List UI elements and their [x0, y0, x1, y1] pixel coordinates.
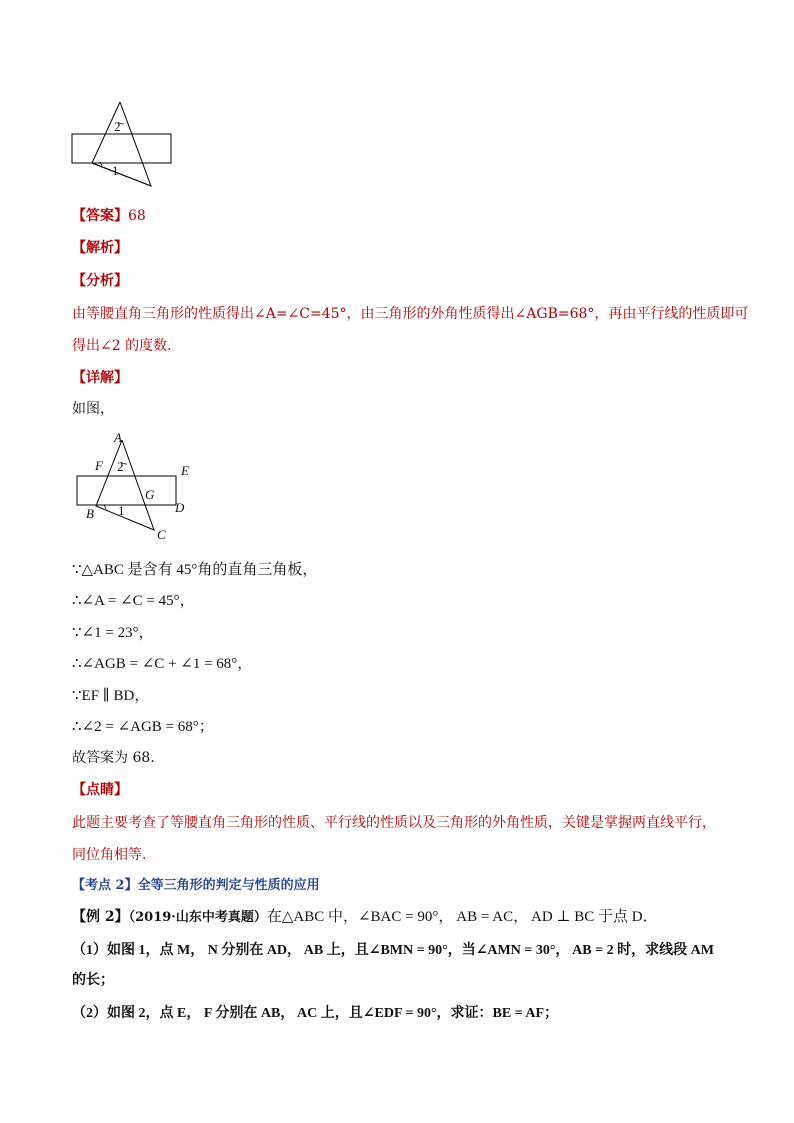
figure-2-label-F: F [95, 458, 103, 473]
fenxi-line-1: 由等腰直角三角形的性质得出∠A=∠C=45°，由三角形的外角性质得出∠AGB=68°，再由平行线的性质即可 [72, 306, 749, 322]
detail-step-1: ∵△ABC 是含有 45°角的直角三角板， [72, 562, 318, 578]
detail-step-4: ∴∠AGB = ∠C + ∠1 = 68°， [72, 656, 253, 672]
detail-step-5: ∵EF ∥ BD， [72, 688, 150, 704]
figure-2-label-A: A [114, 430, 122, 445]
figure-2-label-D: D [175, 500, 185, 515]
figure-2-label-B: B [86, 506, 94, 521]
figure-1-rectangle [72, 134, 171, 163]
example-stem-line [72, 907, 658, 928]
comment-line-1: 此题主要考查了等腰直角三角形的性质、平行线的性质以及三角形的外角性质，关键是掌握两直线平行， [72, 815, 716, 831]
kaodian-heading [72, 876, 320, 896]
detail-tag: 【详解】 [72, 370, 128, 386]
figure-2-label-1: 1 [118, 503, 125, 518]
detail-step-3: ∵∠1 = 23°， [72, 625, 154, 641]
detail-intro: 如图， [72, 401, 114, 417]
figure-2-label-G: G [145, 487, 155, 502]
detail-step-6: ∴∠2 = ∠AGB = 68°； [72, 719, 214, 735]
figure-2-label-E: E [181, 463, 189, 478]
answer-line [72, 206, 146, 226]
figure-2-label-2: 2 [117, 459, 124, 474]
example-q1-line-1: （1）如图 1，点 M， N 分别在 AD， AB 上，且∠BMN = 90°，当∠AMN = 30°， AB = 2 时，求线段 AM [72, 943, 714, 958]
figure-2-rectangle [77, 476, 176, 505]
example-q2: （2）如图 2，点 E， F 分别在 AB， AC 上，且∠EDF = 90°，求证：BE = AF； [72, 1006, 559, 1021]
figure-1-triangle [92, 102, 151, 186]
example-source: （2019·山东中考真题） [128, 910, 267, 925]
figure-1-label-2: 2 [114, 119, 121, 134]
figure-2-diagram [74, 432, 214, 542]
example-tag: 【例 2】 [72, 909, 129, 925]
answer-value: 68 [128, 208, 146, 224]
figure-2-triangle [96, 440, 154, 530]
detail-conclusion: 故答案为 68. [72, 750, 155, 766]
kaodian-title: 全等三角形的判定与性质的应用 [137, 878, 320, 893]
comment-tag: 【点睛】 [72, 782, 128, 798]
figure-1-diagram [68, 100, 188, 195]
fenxi-line-2: 得出∠2 的度数. [72, 338, 172, 354]
example-q1-line-2: 的长； [72, 972, 114, 988]
comment-line-2: 同位角相等. [72, 847, 147, 863]
example-stem: 在△ABC 中，∠BAC = 90°， AB = AC， AD ⊥ BC 于点 D． [266, 909, 658, 925]
figure-1-label-1: 1 [112, 163, 119, 178]
analysis-tag: 【解析】 [72, 240, 128, 256]
figure-2-label-C: C [157, 527, 166, 542]
fenxi-tag: 【分析】 [72, 273, 128, 289]
kaodian-tag: 【考点 2】 [72, 878, 138, 893]
answer-tag: 【答案】 [72, 208, 128, 224]
detail-step-2: ∴∠A = ∠C = 45°， [72, 593, 195, 609]
